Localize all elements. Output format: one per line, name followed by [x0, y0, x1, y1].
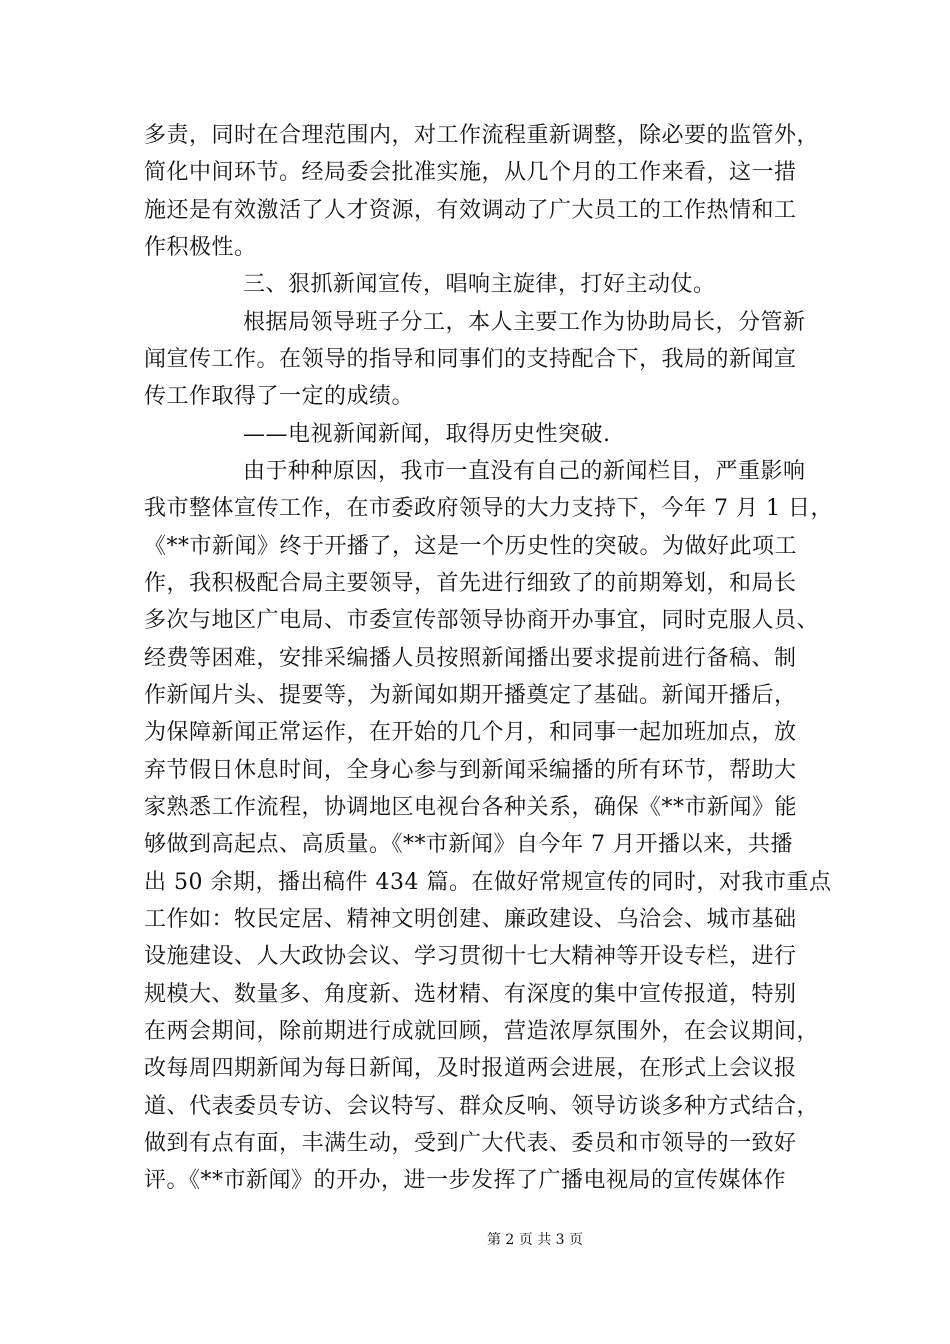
text-line-12: 《**市新闻》终于开播了，这是一个历史性的突破。为做好此项工: [144, 534, 798, 559]
text-line-7: 闻宣传工作。在领导的指导和同事们的支持配合下，我局的新闻宣: [144, 347, 797, 372]
text-line-29: 评。《**市新闻》的开办，进一步发挥了广播电视局的宣传媒体作: [144, 1168, 787, 1193]
text-line-17: 为保障新闻正常运作，在开始的几个月，和同事一起加班加点，放: [144, 720, 797, 745]
text-line-2: 简化中间环节。经局委会批准实施，从几个月的工作来看，这一措: [144, 160, 797, 185]
text-line-19: 家熟悉工作流程，协调地区电视台各种关系，确保《**市新闻》能: [144, 795, 798, 820]
text-line-21: 出 50 余期，播出稿件 434 篇。在做好常规宣传的同时，对我市重点: [144, 870, 832, 895]
text-line-23: 设施建设、人大政协会议、学习贯彻十七大精神等开设专栏，进行: [144, 944, 797, 969]
text-line-14: 多次与地区广电局、市委宣传部领导协商开办事宜，同时克服人员、: [144, 608, 820, 633]
text-line-18: 弃节假日休息时间，全身心参与到新闻采编播的所有环节，帮助大: [144, 758, 797, 783]
text-line-8: 传工作取得了一定的成绩。: [144, 384, 415, 409]
text-line-16: 作新闻片头、提要等，为新闻如期开播奠定了基础。新闻开播后，: [144, 683, 797, 708]
section-heading: 三、狠抓新闻宣传，唱响主旋律，打好主动仗。: [243, 272, 716, 297]
text-line-15: 经费等困难，安排采编播人员按照新闻播出要求提前进行备稿、制: [144, 646, 797, 671]
page-footer: 第 2 页 共 3 页: [486, 1232, 584, 1248]
text-line-24: 规模大、数量多、角度新、选材精、有深度的集中宣传报道，特别: [144, 982, 797, 1007]
text-line-26: 改每周四期新闻为每日新闻，及时报道两会进展，在形式上会议报: [144, 1056, 797, 1081]
text-line-20: 够做到高起点、高质量。《**市新闻》自今年 7 月开播以来，共播: [144, 832, 793, 857]
text-line-4: 作积极性。: [144, 235, 257, 260]
text-line-10: 由于种种原因，我市一直没有自己的新闻栏目，严重影响: [243, 459, 806, 484]
text-line-25: 在两会期间，除前期进行成就回顾，营造浓厚氛围外，在会议期间，: [144, 1019, 820, 1044]
text-line-3: 施还是有效激活了人才资源，有效调动了广大员工的工作热情和工: [144, 198, 797, 223]
text-line-22: 工作如：牧民定居、精神文明创建、廉政建设、乌洽会、城市基础: [144, 907, 797, 932]
text-line-6: 根据局领导班子分工，本人主要工作为协助局长，分管新: [243, 310, 806, 335]
text-line-28: 做到有点有面，丰满生动，受到广大代表、委员和市领导的一致好: [144, 1131, 797, 1156]
text-line-1: 多责，同时在合理范围内，对工作流程重新调整，除必要的监管外，: [144, 123, 820, 148]
text-line-27: 道、代表委员专访、会议特写、群众反响、领导访谈多种方式结合，: [144, 1094, 820, 1119]
text-line-13: 作，我积极配合局主要领导，首先进行细致了的前期筹划，和局长: [144, 571, 797, 596]
text-line-11: 我市整体宣传工作，在市委政府领导的大力支持下，今年 7 月 1 日，: [144, 496, 833, 521]
subsection-heading: ——电视新闻新闻，取得历史性突破.: [243, 422, 611, 447]
